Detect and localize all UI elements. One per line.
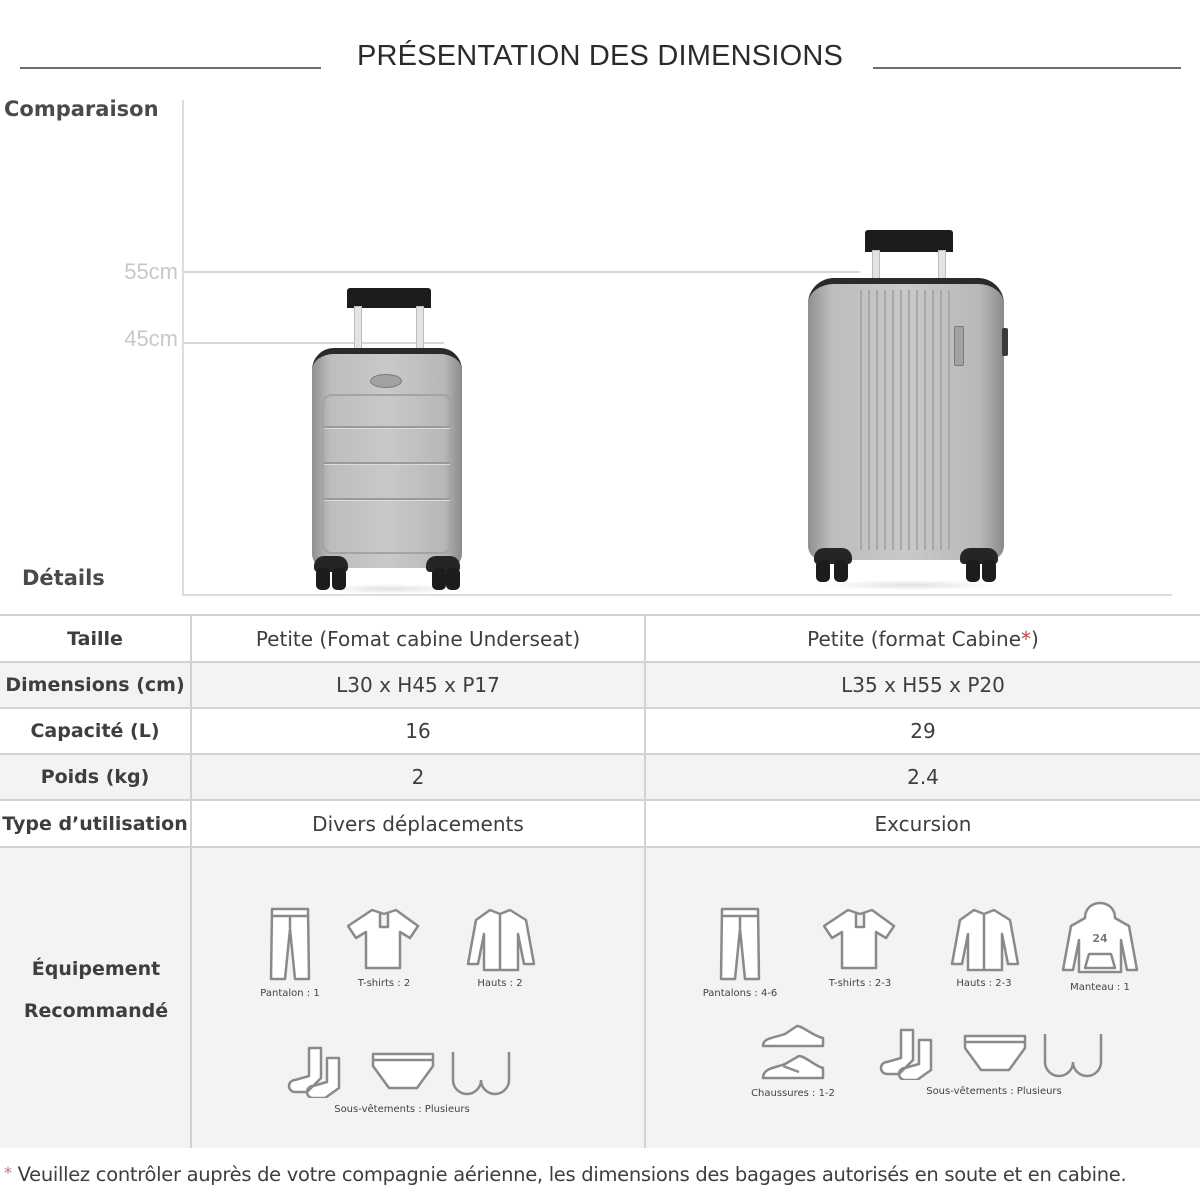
item-caption: Chaussures : 1-2 [751, 1088, 835, 1099]
shell-panel [322, 394, 452, 554]
equipment-label-line2: Recommandé [23, 1000, 169, 1022]
table-row-poids [0, 753, 1200, 799]
page-title: PRÉSENTATION DES DIMENSIONS [356, 40, 844, 72]
underwear-icon [287, 1044, 517, 1098]
item-caption: Hauts : 2-3 [956, 978, 1012, 989]
equip-item-shirt [460, 906, 540, 989]
shoes-icon [759, 1022, 827, 1082]
shell-rib [892, 290, 894, 550]
small-value: 2 [192, 755, 646, 799]
shell-rib [324, 462, 450, 464]
row-label: Taille [0, 616, 192, 661]
trolley-handle [865, 230, 953, 252]
comparison-label: Comparaison [4, 97, 159, 121]
shell-rib [932, 290, 934, 550]
item-caption: Manteau : 1 [1070, 982, 1130, 993]
ref-line-55cm [184, 271, 860, 273]
footnote [4, 1163, 1126, 1186]
trolley-rod-right [416, 306, 424, 352]
cabin-value-text: Petite (format Cabine [807, 626, 1022, 651]
table-row-type [0, 799, 1200, 846]
equip-item-tshirt [344, 906, 424, 989]
equip-item-pants [700, 906, 780, 999]
table-row-dimensions [0, 661, 1200, 707]
asterisk-mark: * [1021, 626, 1032, 651]
trolley-handle [347, 288, 431, 308]
row-label [0, 848, 192, 1148]
brand-badge [370, 374, 402, 388]
row-label: Type d’utilisation [0, 801, 192, 846]
wheel-icon [816, 560, 830, 582]
lock-icon [1002, 328, 1008, 356]
footnote-text: Veuillez contrôler auprès de votre compagnie aérienne, les dimensions des bagages autorisés en soute et en cabine. [11, 1163, 1127, 1186]
small-value: 16 [192, 709, 646, 753]
shell-rib [948, 290, 950, 550]
underwear-icon [879, 1026, 1109, 1080]
shell-rib [908, 290, 910, 550]
cabin-value: 2.4 [907, 765, 939, 789]
item-caption: Hauts : 2 [477, 978, 523, 989]
wheel-icon [834, 560, 848, 582]
suitcase-shell [808, 278, 1004, 560]
table-row-taille [0, 614, 1200, 661]
shirt-icon [464, 906, 536, 972]
tshirt-icon [823, 906, 897, 972]
row-label: Capacité (L) [0, 709, 192, 753]
suitcase-cabin [800, 228, 1010, 596]
small-value: L30 x H45 x P17 [192, 663, 646, 707]
cabin-value: 29 [910, 719, 936, 743]
shirt-icon [948, 906, 1020, 972]
item-caption: Sous-vêtements : Plusieurs [334, 1104, 470, 1115]
trolley-rod-left [354, 306, 362, 352]
comparison-axis-vertical [182, 100, 184, 596]
shell-rib [940, 290, 942, 550]
brand-badge [954, 326, 964, 366]
item-caption: Sous-vêtements : Plusieurs [926, 1086, 1062, 1097]
small-value: Petite (Fomat cabine Underseat) [192, 616, 646, 661]
item-caption: Pantalon : 1 [260, 988, 320, 999]
shell-rib [876, 290, 878, 550]
cabin-value [646, 616, 1200, 661]
floor-shadow [320, 584, 460, 594]
equip-item-underwear [874, 1026, 1114, 1097]
table-row-equipement [0, 846, 1200, 1148]
equip-item-shirt [944, 906, 1024, 989]
item-caption: Pantalons : 4-6 [702, 988, 778, 999]
wheel-icon [966, 560, 980, 582]
equipment-label-line1: Équipement [31, 958, 161, 980]
item-caption: T-shirts : 2-3 [828, 978, 892, 989]
footnote-asterisk: * [4, 1163, 12, 1182]
pants-icon [267, 906, 313, 982]
item-caption: T-shirts : 2 [357, 978, 411, 989]
suitcase-small-underseat [300, 286, 470, 596]
shell-rib [900, 290, 902, 550]
floor-shadow [820, 580, 1000, 590]
shell-rib [916, 290, 918, 550]
wheel-icon [982, 560, 996, 582]
cabin-value: L35 x H55 x P20 [841, 673, 1005, 697]
row-label: Dimensions (cm) [0, 663, 192, 707]
table-row-capacite [0, 707, 1200, 753]
equip-item-tshirt [820, 906, 900, 989]
small-value: Divers déplacements [192, 801, 646, 846]
ref-label-55cm: 55cm [124, 259, 178, 284]
equip-item-hoodie [1060, 896, 1140, 993]
tshirt-icon [347, 906, 421, 972]
hoodie-icon [1061, 896, 1139, 976]
cabin-value: Excursion [874, 811, 972, 836]
equip-item-underwear [282, 1044, 522, 1115]
suitcase-shell [312, 348, 462, 568]
shell-rib [324, 498, 450, 500]
shell-rib [324, 426, 450, 428]
ref-label-45cm: 45cm [124, 326, 178, 351]
header-rule-right [873, 67, 1181, 69]
cabin-value-suffix: ) [1031, 626, 1039, 651]
svg-text:24: 24 [1092, 932, 1108, 945]
shell-rib [884, 290, 886, 550]
row-label: Poids (kg) [0, 755, 192, 799]
equip-item-shoes [748, 1022, 838, 1099]
equip-item-pants [250, 906, 330, 999]
pants-icon [717, 906, 763, 982]
shell-rib [924, 290, 926, 550]
details-label: Détails [22, 566, 105, 590]
shell-rib [868, 290, 870, 550]
shell-rib [860, 290, 862, 550]
